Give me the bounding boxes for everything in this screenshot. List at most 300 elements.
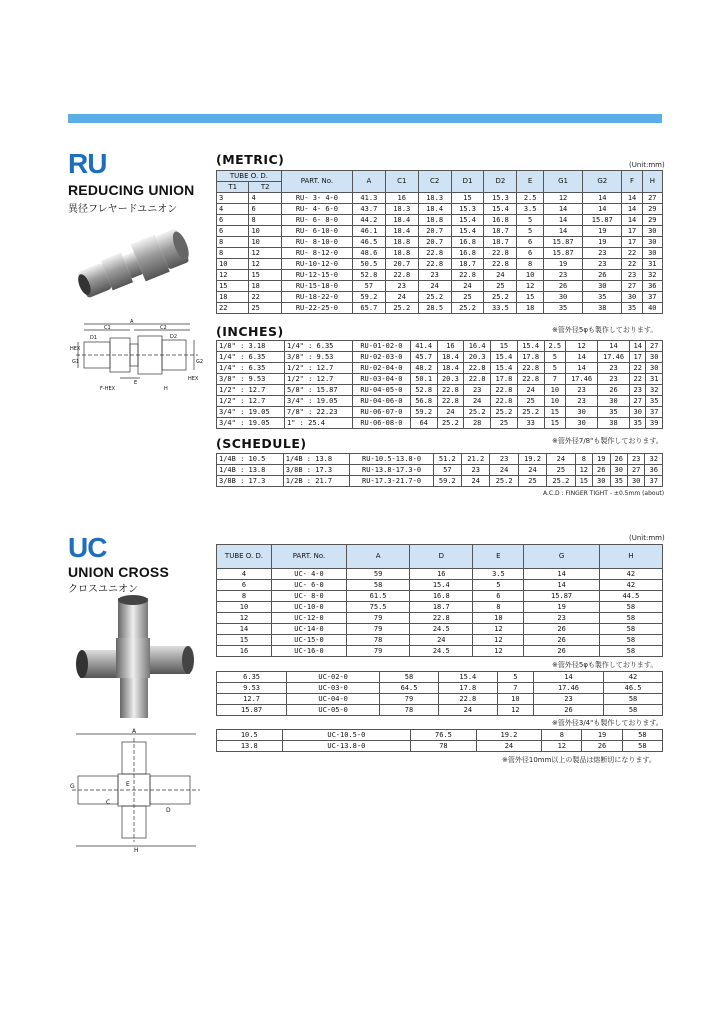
table-cell: 6.35 bbox=[217, 672, 287, 683]
table-cell: 58 bbox=[599, 624, 662, 635]
table-cell: 1/4" : 6.35 bbox=[217, 363, 285, 374]
table-cell: 10 bbox=[217, 602, 272, 613]
col-t2: T2 bbox=[249, 182, 281, 193]
table-cell: 50.5 bbox=[352, 259, 385, 270]
table-cell: 17 bbox=[629, 352, 645, 363]
table-row bbox=[217, 270, 663, 281]
table-cell: 23 bbox=[385, 281, 418, 292]
table-cell: 57 bbox=[433, 465, 461, 476]
table-cell: RU- 8-10-0 bbox=[281, 237, 352, 248]
table-cell: 2.5 bbox=[544, 341, 566, 352]
table-cell: 14 bbox=[543, 215, 582, 226]
table-cell: 1/4B : 10.5 bbox=[217, 454, 284, 465]
table-cell: 19 bbox=[593, 454, 610, 465]
table-cell: 24 bbox=[518, 465, 546, 476]
table-cell: 5 bbox=[544, 352, 566, 363]
table-row bbox=[217, 646, 663, 657]
table-cell: 18.4 bbox=[437, 352, 464, 363]
table-cell: 24 bbox=[451, 281, 484, 292]
table-cell: 18 bbox=[217, 292, 249, 303]
table-cell: UC- 4-0 bbox=[272, 569, 347, 580]
table-cell: 15.4 bbox=[517, 341, 544, 352]
table-cell: 30 bbox=[642, 248, 662, 259]
table-cell: 44.2 bbox=[352, 215, 385, 226]
table-cell: 15 bbox=[249, 270, 281, 281]
table-row bbox=[217, 215, 663, 226]
union-cross-drawing bbox=[70, 728, 204, 852]
table-cell: 23 bbox=[490, 454, 518, 465]
table-cell: 30 bbox=[610, 465, 627, 476]
table-cell: UC-03-0 bbox=[287, 683, 380, 694]
table-cell: 59.2 bbox=[352, 292, 385, 303]
table-cell: 6 bbox=[473, 591, 524, 602]
table-cell: 24 bbox=[517, 385, 544, 396]
table-cell: 17 bbox=[622, 237, 642, 248]
table-cell: 1" : 25.4 bbox=[285, 418, 353, 429]
table-cell: 50.1 bbox=[410, 374, 437, 385]
table-cell: 25 bbox=[547, 465, 575, 476]
table-row bbox=[217, 705, 663, 716]
ru-jp-title: 異径フレヤードユニオン bbox=[68, 204, 178, 215]
ru-metric-table bbox=[216, 170, 663, 314]
table-cell: 23 bbox=[622, 270, 642, 281]
table-cell: 59.2 bbox=[433, 476, 461, 487]
table-row bbox=[217, 613, 663, 624]
table-cell: 23 bbox=[524, 613, 599, 624]
table-cell: 7 bbox=[497, 683, 533, 694]
table-cell: UC-10-0 bbox=[272, 602, 347, 613]
table-cell: RU-04-05-0 bbox=[353, 385, 411, 396]
table-cell: UC-02-0 bbox=[287, 672, 380, 683]
ru-dim-c1: C1 bbox=[104, 325, 111, 331]
table-cell: 18.8 bbox=[418, 215, 451, 226]
table-cell: 9.53 bbox=[217, 683, 287, 694]
table-cell: 24 bbox=[547, 454, 575, 465]
table-cell: 64 bbox=[410, 418, 437, 429]
table-cell: 23 bbox=[598, 363, 630, 374]
table-cell: 10 bbox=[249, 226, 281, 237]
table-cell: 14 bbox=[566, 363, 598, 374]
table-cell: 18.8 bbox=[385, 248, 418, 259]
table-cell: 42 bbox=[599, 569, 662, 580]
table-cell: 19 bbox=[583, 237, 622, 248]
table-cell: 25.2 bbox=[385, 303, 418, 314]
table-cell: 36 bbox=[645, 465, 663, 476]
table-row bbox=[217, 303, 663, 314]
table-cell: 37 bbox=[646, 407, 663, 418]
table-cell: RU-04-06-0 bbox=[353, 396, 411, 407]
table-cell: 16 bbox=[385, 193, 418, 204]
col-d2: D2 bbox=[484, 171, 517, 193]
table-cell: 7 bbox=[544, 374, 566, 385]
table-cell: 16.8 bbox=[451, 237, 484, 248]
table-cell: UC-05-0 bbox=[287, 705, 380, 716]
table-cell: 44.5 bbox=[599, 591, 662, 602]
uc-col-part-no: PART. No. bbox=[272, 545, 347, 569]
table-cell: 14 bbox=[217, 624, 272, 635]
table-cell: 27 bbox=[622, 281, 642, 292]
table-cell: 22.8 bbox=[410, 613, 473, 624]
table-cell: UC-04-0 bbox=[287, 694, 380, 705]
table-cell: 14 bbox=[622, 193, 642, 204]
table-row bbox=[217, 292, 663, 303]
table-cell: 37 bbox=[642, 292, 662, 303]
table-cell: 25 bbox=[484, 281, 517, 292]
table-cell: 14 bbox=[543, 204, 582, 215]
table-cell: 78 bbox=[411, 741, 477, 752]
table-cell: 23 bbox=[566, 396, 598, 407]
table-cell: 22 bbox=[622, 248, 642, 259]
table-cell: 25.2 bbox=[484, 292, 517, 303]
table-cell: 37 bbox=[645, 476, 663, 487]
table-cell: 17.46 bbox=[533, 683, 603, 694]
table-cell: 42 bbox=[599, 580, 662, 591]
uc-dim-d: D bbox=[166, 807, 171, 814]
ru-dim-hex-right: HEX bbox=[188, 376, 199, 382]
table-cell: 15 bbox=[544, 407, 566, 418]
table-cell: 22.8 bbox=[438, 694, 497, 705]
table-cell: 4 bbox=[249, 193, 281, 204]
table-cell: 24.5 bbox=[410, 646, 473, 657]
table-cell: 10 bbox=[473, 613, 524, 624]
table-cell: 46.1 bbox=[352, 226, 385, 237]
table-cell: 20.3 bbox=[464, 352, 491, 363]
table-cell: 26 bbox=[610, 454, 627, 465]
table-cell: 4 bbox=[217, 569, 272, 580]
table-cell: 12 bbox=[473, 635, 524, 646]
table-cell: UC-14-0 bbox=[272, 624, 347, 635]
table-cell: UC-10.5-0 bbox=[282, 730, 411, 741]
table-cell: 1/4" : 6.35 bbox=[217, 352, 285, 363]
table-cell: 18.4 bbox=[418, 204, 451, 215]
table-cell: 25 bbox=[518, 476, 546, 487]
table-cell: 28 bbox=[464, 418, 491, 429]
table-cell: 23 bbox=[629, 385, 645, 396]
table-cell: 41.3 bbox=[352, 193, 385, 204]
table-cell: 38 bbox=[583, 303, 622, 314]
table-cell: 18.7 bbox=[410, 602, 473, 613]
table-cell: 10 bbox=[249, 237, 281, 248]
table-cell: 1/2" : 12.7 bbox=[285, 374, 353, 385]
table-cell: RU-17.3-21.7-0 bbox=[350, 476, 433, 487]
table-cell: 25.2 bbox=[490, 476, 518, 487]
table-cell: 22 bbox=[217, 303, 249, 314]
table-cell: 22.8 bbox=[484, 248, 517, 259]
table-cell: 23 bbox=[566, 385, 598, 396]
table-cell: 8 bbox=[217, 237, 249, 248]
table-cell: 5 bbox=[473, 580, 524, 591]
table-row bbox=[217, 341, 663, 352]
col-part-no: PART. No. bbox=[281, 171, 352, 193]
table-cell: 23 bbox=[598, 374, 630, 385]
ru-dim-g1: G1 bbox=[72, 359, 80, 365]
table-row bbox=[217, 476, 663, 487]
uc-col-a: A bbox=[347, 545, 410, 569]
table-cell: 35 bbox=[583, 292, 622, 303]
table-cell: 24 bbox=[385, 292, 418, 303]
table-cell: 16.8 bbox=[451, 248, 484, 259]
table-cell: 15.4 bbox=[451, 215, 484, 226]
table-cell: 58 bbox=[599, 613, 662, 624]
table-cell: 6 bbox=[217, 580, 272, 591]
table-row bbox=[217, 396, 663, 407]
table-row bbox=[217, 193, 663, 204]
table-cell: RU-12-15-0 bbox=[281, 270, 352, 281]
table-cell: 23 bbox=[418, 270, 451, 281]
col-a: A bbox=[352, 171, 385, 193]
table-cell: 76.5 bbox=[411, 730, 477, 741]
table-cell: 20.3 bbox=[437, 374, 464, 385]
table-cell: 19 bbox=[524, 602, 599, 613]
table-cell: 3/8" : 9.53 bbox=[285, 352, 353, 363]
col-t1: T1 bbox=[217, 182, 249, 193]
table-row bbox=[217, 580, 663, 591]
table-cell: 18 bbox=[249, 281, 281, 292]
table-cell: 42 bbox=[604, 672, 663, 683]
table-cell: 15.4 bbox=[410, 580, 473, 591]
table-cell: 58 bbox=[380, 672, 439, 683]
table-cell: 25 bbox=[249, 303, 281, 314]
table-cell: 12 bbox=[517, 281, 544, 292]
table-cell: 22.8 bbox=[491, 385, 518, 396]
table-cell: 25.2 bbox=[437, 418, 464, 429]
table-cell: 1/4B : 13.8 bbox=[283, 454, 350, 465]
table-cell: RU-06-07-0 bbox=[353, 407, 411, 418]
table-cell: 22.8 bbox=[517, 374, 544, 385]
table-row bbox=[217, 407, 663, 418]
col-tube-od: TUBE O. D. bbox=[217, 171, 282, 182]
table-cell: 30 bbox=[543, 292, 582, 303]
ru-metric-note: ※管外径5φも製作しております。 bbox=[552, 326, 658, 334]
table-cell: 17.8 bbox=[491, 374, 518, 385]
table-cell: 15 bbox=[217, 635, 272, 646]
table-cell: 18 bbox=[517, 303, 544, 314]
table-cell: 18.4 bbox=[437, 363, 464, 374]
table-cell: RU-22-25-0 bbox=[281, 303, 352, 314]
table-cell: 79 bbox=[380, 694, 439, 705]
table-cell: 18.7 bbox=[484, 237, 517, 248]
table-cell: 10 bbox=[544, 396, 566, 407]
table-cell: 22.8 bbox=[418, 248, 451, 259]
table-cell: 58 bbox=[604, 694, 663, 705]
uc-col-e: E bbox=[473, 545, 524, 569]
table-cell: 22.8 bbox=[484, 259, 517, 270]
table-cell: 15.3 bbox=[451, 204, 484, 215]
table-cell: UC- 6-0 bbox=[272, 580, 347, 591]
table-cell: 78 bbox=[380, 705, 439, 716]
col-c2: C2 bbox=[418, 171, 451, 193]
table-cell: 16 bbox=[437, 341, 464, 352]
table-cell: RU-13.8-17.3-0 bbox=[350, 465, 433, 476]
table-cell: 3/8" : 9.53 bbox=[217, 374, 285, 385]
table-cell: 41.4 bbox=[410, 341, 437, 352]
inches-section-label: (INCHES) bbox=[216, 324, 284, 339]
table-cell: UC-16-0 bbox=[272, 646, 347, 657]
uc-dim-c: C bbox=[106, 799, 111, 806]
table-cell: 15.87 bbox=[543, 248, 582, 259]
table-cell: RU- 4- 6-0 bbox=[281, 204, 352, 215]
table-cell: 26 bbox=[524, 635, 599, 646]
table-cell: 75.5 bbox=[347, 602, 410, 613]
table-cell: 12 bbox=[543, 193, 582, 204]
table-cell: 12 bbox=[217, 270, 249, 281]
table-cell: 3/8B : 17.3 bbox=[217, 476, 284, 487]
table-cell: 10 bbox=[497, 694, 533, 705]
table-cell: RU-18-22-0 bbox=[281, 292, 352, 303]
table-cell: 14 bbox=[583, 204, 622, 215]
table-cell: 10 bbox=[217, 259, 249, 270]
table-cell: 23 bbox=[583, 248, 622, 259]
table-cell: 38 bbox=[598, 418, 630, 429]
table-cell: 24 bbox=[484, 270, 517, 281]
table-row bbox=[217, 694, 663, 705]
table-row bbox=[217, 465, 663, 476]
table-cell: 15 bbox=[575, 476, 592, 487]
table-cell: 3.5 bbox=[517, 204, 544, 215]
uc-code: UC bbox=[68, 532, 107, 563]
table-cell: 14 bbox=[622, 204, 642, 215]
table-cell: RU-10.5-13.8-0 bbox=[350, 454, 433, 465]
table-cell: 15 bbox=[217, 281, 249, 292]
table-cell: 30 bbox=[646, 352, 663, 363]
table-cell: 8 bbox=[542, 730, 582, 741]
table-cell: 32 bbox=[642, 270, 662, 281]
table-cell: 8 bbox=[575, 454, 592, 465]
table-cell: 10 bbox=[544, 385, 566, 396]
table-cell: 25 bbox=[451, 292, 484, 303]
table-row bbox=[217, 352, 663, 363]
table-cell: 6 bbox=[217, 215, 249, 226]
table-cell: 19 bbox=[583, 226, 622, 237]
table-cell: 61.5 bbox=[347, 591, 410, 602]
table-cell: 17.8 bbox=[438, 683, 497, 694]
table-cell: 21.2 bbox=[462, 454, 490, 465]
table-cell: 26 bbox=[593, 465, 610, 476]
table-cell: 22.8 bbox=[418, 259, 451, 270]
table-row bbox=[217, 635, 663, 646]
table-cell: 17 bbox=[622, 226, 642, 237]
col-c1: C1 bbox=[385, 171, 418, 193]
table-cell: 23 bbox=[462, 465, 490, 476]
table-cell: 40 bbox=[642, 303, 662, 314]
table-cell: RU-02-04-0 bbox=[353, 363, 411, 374]
table-cell: 1/8" : 3.18 bbox=[217, 341, 285, 352]
table-cell: 17.8 bbox=[517, 352, 544, 363]
table-cell: 22.8 bbox=[491, 396, 518, 407]
table-cell: 14 bbox=[583, 193, 622, 204]
table-cell: RU-10-12-0 bbox=[281, 259, 352, 270]
table-cell: 22 bbox=[622, 259, 642, 270]
table-cell: 23 bbox=[583, 259, 622, 270]
col-e: E bbox=[517, 171, 544, 193]
ru-dim-d1: D1 bbox=[90, 335, 98, 341]
table-cell: 23 bbox=[464, 385, 491, 396]
table-cell: RU- 3- 4-0 bbox=[281, 193, 352, 204]
table-cell: 1/4" : 6.35 bbox=[285, 341, 353, 352]
table-cell: RU-15-18-0 bbox=[281, 281, 352, 292]
table-cell: 25.2 bbox=[464, 407, 491, 418]
table-cell: 30 bbox=[593, 476, 610, 487]
ru-dim-d2: D2 bbox=[170, 334, 178, 340]
table-row bbox=[217, 281, 663, 292]
table-cell: 30 bbox=[642, 237, 662, 248]
table-cell: 18.8 bbox=[385, 237, 418, 248]
table-cell: 17.46 bbox=[598, 352, 630, 363]
table-cell: 48.6 bbox=[352, 248, 385, 259]
table-cell: RU- 8-12-0 bbox=[281, 248, 352, 259]
table-cell: 17.46 bbox=[566, 374, 598, 385]
col-g2: G2 bbox=[583, 171, 622, 193]
table-cell: 14 bbox=[524, 569, 599, 580]
table-cell: 27 bbox=[642, 193, 662, 204]
table-cell: 15 bbox=[451, 193, 484, 204]
table-row bbox=[217, 418, 663, 429]
table-cell: 14 bbox=[524, 580, 599, 591]
table-cell: 24 bbox=[410, 635, 473, 646]
uc-title: UNION CROSS bbox=[68, 564, 169, 580]
table-cell: 1/2" : 12.7 bbox=[217, 385, 285, 396]
table-cell: 2.5 bbox=[517, 193, 544, 204]
table-cell: 58 bbox=[347, 580, 410, 591]
table-cell: 1/2B : 21.7 bbox=[283, 476, 350, 487]
table-cell: 58 bbox=[622, 741, 662, 752]
union-cross-photo bbox=[74, 594, 194, 724]
table-cell: 15 bbox=[517, 292, 544, 303]
table-cell: 24 bbox=[438, 705, 497, 716]
table-cell: 39 bbox=[646, 418, 663, 429]
table-cell: RU- 6-10-0 bbox=[281, 226, 352, 237]
table-cell: 15.87 bbox=[217, 705, 287, 716]
ru-dim-c2: C2 bbox=[160, 325, 167, 331]
table-cell: UC- 8-0 bbox=[272, 591, 347, 602]
table-cell: 3/4" : 19.05 bbox=[217, 407, 285, 418]
table-cell: 35 bbox=[646, 396, 663, 407]
table-cell: 5/8" : 15.87 bbox=[285, 385, 353, 396]
table-cell: 7/8" : 22.23 bbox=[285, 407, 353, 418]
table-cell: 58 bbox=[599, 602, 662, 613]
table-cell: 30 bbox=[629, 407, 645, 418]
table-cell: 20.7 bbox=[418, 237, 451, 248]
table-cell: 13.8 bbox=[217, 741, 283, 752]
table-cell: 46.5 bbox=[604, 683, 663, 694]
table-cell: 28.5 bbox=[418, 303, 451, 314]
table-cell: 5 bbox=[544, 363, 566, 374]
uc-dim-h: H bbox=[134, 847, 139, 852]
col-g1: G1 bbox=[543, 171, 582, 193]
table-cell: 14 bbox=[622, 215, 642, 226]
table-cell: 15.4 bbox=[491, 352, 518, 363]
table-row bbox=[217, 683, 663, 694]
table-cell: 31 bbox=[642, 259, 662, 270]
table-cell: 22.8 bbox=[437, 396, 464, 407]
table-cell: 24 bbox=[476, 741, 542, 752]
table-cell: 24 bbox=[437, 407, 464, 418]
table-row bbox=[217, 237, 663, 248]
table-cell: 22 bbox=[629, 363, 645, 374]
table-cell: 56.8 bbox=[410, 396, 437, 407]
table-cell: 19 bbox=[543, 259, 582, 270]
table-cell: 8 bbox=[473, 602, 524, 613]
table-cell: 33.5 bbox=[484, 303, 517, 314]
table-cell: 18.3 bbox=[385, 204, 418, 215]
uc-jp-title: クロスユニオン bbox=[68, 584, 138, 595]
table-cell: 25.2 bbox=[547, 476, 575, 487]
ru-dim-h: H bbox=[164, 386, 168, 392]
table-cell: 24 bbox=[418, 281, 451, 292]
table-row bbox=[217, 385, 663, 396]
table-cell: 14 bbox=[566, 352, 598, 363]
table-row bbox=[217, 569, 663, 580]
